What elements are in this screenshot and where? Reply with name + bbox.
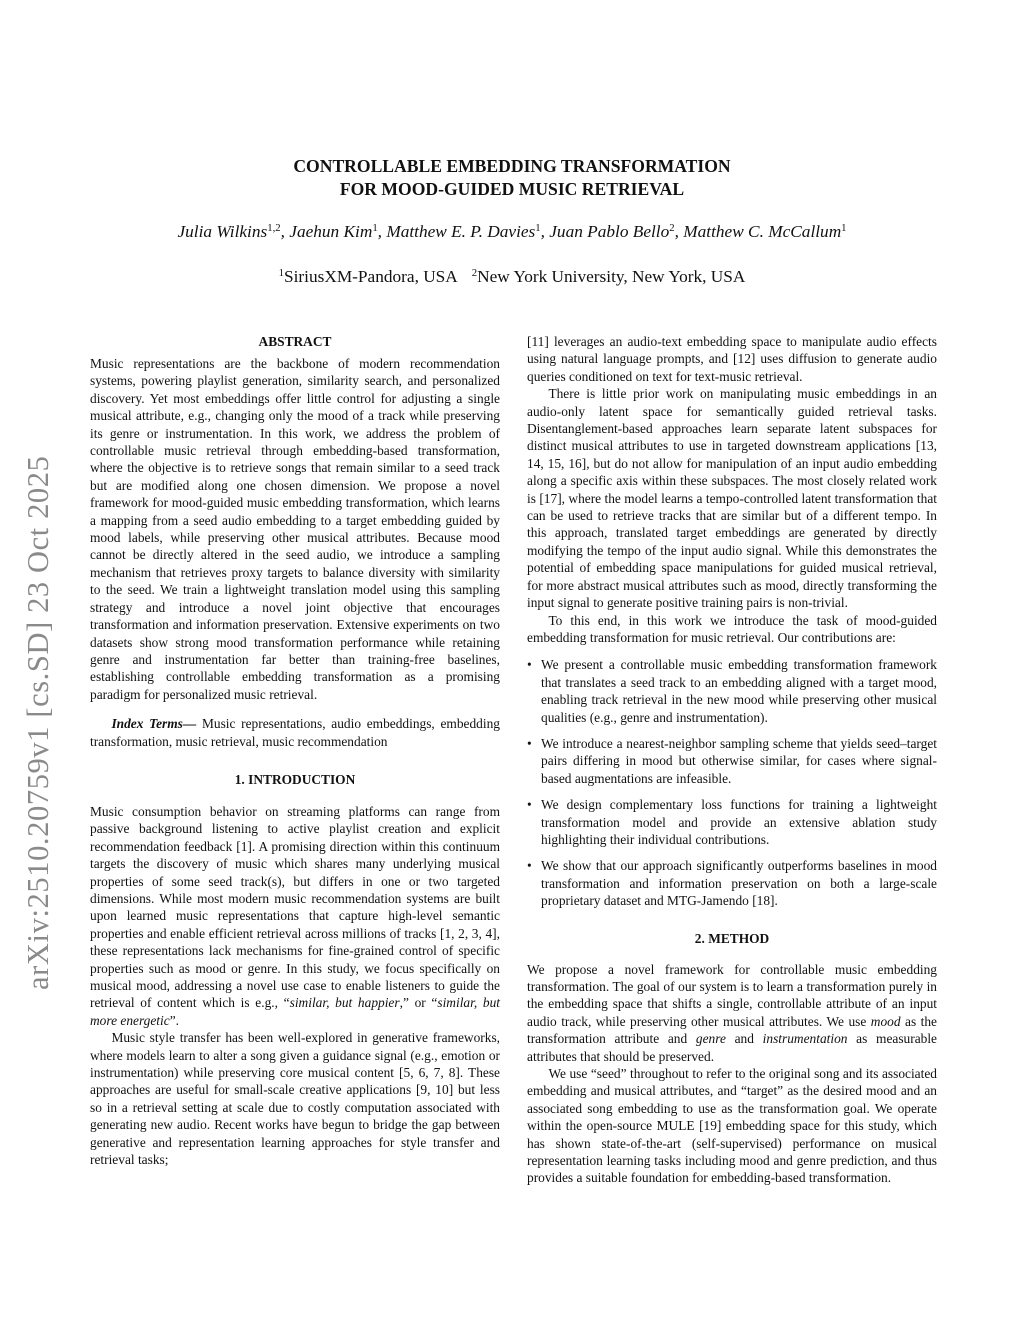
- title-line-2: FOR MOOD-GUIDED MUSIC RETRIEVAL: [339, 179, 685, 199]
- bullet-icon: •: [527, 858, 532, 874]
- body-paragraph: To this end, in this work we introduce the task of mood-guided embedding transformation for music retrieval. Our contributions are:: [527, 612, 937, 645]
- abstract-heading: ABSTRACT: [258, 334, 332, 349]
- contributions-list: [527, 656, 937, 909]
- list-item: • We present a controllable music embedding transformation framework that translates a seed track to an embedding aligned with a target mood, enabling track retrieval in the new mood while preserving other musical qualities (e.g., genre and instrumentation).: [527, 657, 937, 725]
- list-item: • We design complementary loss functions for training a lightweight transformation model and provide an extensive ablation study highlighting their individual contributions.: [527, 797, 937, 847]
- title-line-1: CONTROLLABLE EMBEDDING TRANSFORMATION: [293, 156, 731, 176]
- author: Juan Pablo Bello$^2$,: [549, 222, 684, 241]
- abstract-text: Music representations are the backbone of modern recommendation systems, powering playlist generation, similarity search, and personalized discovery. Yet most embeddings offer little control for adjusting a single musical attribute, e.g., changing only the mood of a track while preserving its genre or instrumentation. In this work, we address the problem of controllable music retrieval through embedding-based transformation, where the objective is to retrieve songs that remain similar to a seed track but are modified along one chosen dimension. We propose a novel framework for mood-guided music embedding transformation, which learns a mapping from a seed audio embedding to a target embedding guided by mood labels, while preserving other musical attributes. Because mood cannot be directly altered in the seed audio, we introduce a sampling mechanism that retrieves proxy targets to balance diversity with similarity to the seed. We train a lightweight translation model using this sampling strategy and introduce a novel joint objective that encourages transformation and information preservation. Extensive experiments on two datasets show strong mood transformation performance while retaining genre and instrumentation far better than training-free baselines, establishing controllable embedding transformation as a promising paradigm for personalized music retrieval.: [90, 356, 500, 702]
- list-item: • We introduce a nearest-neighbor sampling scheme that yields seed–target pairs differing in mood but otherwise similar, for cases where signal-based augmentations are infeasible.: [527, 735, 937, 786]
- affiliation: $^1$SiriusXM-Pandora, USA: [278, 267, 458, 286]
- author: Matthew E. P. Davies$^1$,: [386, 222, 550, 241]
- index-terms: [90, 715, 500, 750]
- bullet-icon: •: [527, 657, 532, 673]
- author-list: [60, 220, 964, 244]
- method-paragraph: We propose a novel framework for controllable music embedding transformation. The goal of our system is to learn a transformation purely in the embedding space that shifts a single, controllable attribute of an input audio track, while preserving other musical attributes. We use mood as the transformation attribute and genre and instrumentation as measurable attributes that should be preserved.: [527, 961, 937, 1064]
- body-paragraph: [11] leverages an audio-text embedding space to manipulate audio effects using natural language prompts, and [12] uses diffusion to generate audio queries conditioned on text for text-music retrieval.: [527, 334, 937, 384]
- paper-title: [150, 155, 874, 201]
- method-paragraph: We use “seed” throughout to refer to the original song and its associated embedding and musical attributes, and “target” as the desired mood and an associated song embedding to use as the transformation goal. We operate within the open-source MULE [19] embedding space for this study, which has shown state-of-the-art (self-supervised) performance on musical representation learning tasks including mood and genre prediction, and thus provides a suitable foundation for embedding-based transformation.: [527, 1066, 937, 1186]
- arxiv-identifier: arXiv:2510.20759v1 [cs.SD] 23 Oct 2025: [21, 455, 55, 990]
- author: Jaehun Kim$^1$,: [289, 222, 387, 241]
- bullet-icon: •: [527, 735, 532, 751]
- affiliation: $^2$New York University, New York, USA: [471, 267, 746, 286]
- intro-paragraph: Music consumption behavior on streaming platforms can range from passive background listening to active playlist creation and explicit recommendation feedback [1]. A promising direction within this continuum targets the discovery of music which shares many underlying musical properties of some seed track(s), but differs in one or two targeted dimensions. While most modern music recommendation systems are built upon learned music representations that capture high-level semantic properties and enable efficient retrieval across millions of tracks [1, 2, 3, 4], these representations lack mechanisms for fine-grained control of specific properties such as mood or genre. In this study, we focus specifically on musical mood, addressing a novel use case to enable listeners to guide the retrieval of content which is e.g., “similar, but happier,” or “similar, but more energetic”.: [90, 803, 500, 1028]
- intro-heading: 1. INTRODUCTION: [234, 771, 356, 787]
- intro-paragraph: Music style transfer has been well-explored in generative frameworks, where models learn to alter a song given a guidance signal (e.g., emotion or instrumentation) while preserving core musical content [5, 6, 7, 8]. These approaches are useful for small-scale creative applications [9, 10] but less so in a retrieval setting at scale due to costly computation associated with generating new audio. Recent works have begun to bridge the gap between generative and representation learning approaches for style transfer and retrieval tasks;: [90, 1030, 500, 1168]
- body-paragraph: There is little prior work on manipulating music embeddings in an audio-only latent space for semantically guided retrieval tasks. Disentanglement-based approaches learn separate latent subspaces for distinct musical attributes to use in targeted downstream applications [13, 14, 15, 16], but do not allow for manipulation of an input audio embedding along a specific axis within these subspaces. The most closely related work is [17], where the model learns a tempo-controlled latent transformation that can be used to retrieve tracks that are similar but of a different tempo. In this approach, translated target embeddings are generated by directly modifying the tempo of the input audio signal. While this demonstrates the potential of embedding space manipulations for guided musical retrieval, for more abstract musical attributes such as mood, directly transforming the input signal to generate positive training pairs is non-trivial.: [527, 386, 937, 611]
- left-column: [90, 333, 500, 1168]
- author: Julia Wilkins$^{1,2}$,: [177, 222, 290, 241]
- affiliations: [150, 265, 874, 289]
- method-heading: 2. METHOD: [694, 930, 770, 946]
- index-terms-text: Music representations, audio embeddings, embedding transformation, music retrieval, music recommendation: [90, 716, 500, 749]
- list-item: • We show that our approach significantly outperforms baselines in mood transformation and information preservation on both a large-scale proprietary dataset and MTG-Jamendo [18].: [527, 858, 937, 909]
- bullet-icon: •: [527, 797, 532, 813]
- index-terms-label: Index Terms—: [111, 716, 197, 732]
- author: Matthew C. McCallum$^1$: [683, 222, 847, 241]
- right-column: [527, 333, 937, 1187]
